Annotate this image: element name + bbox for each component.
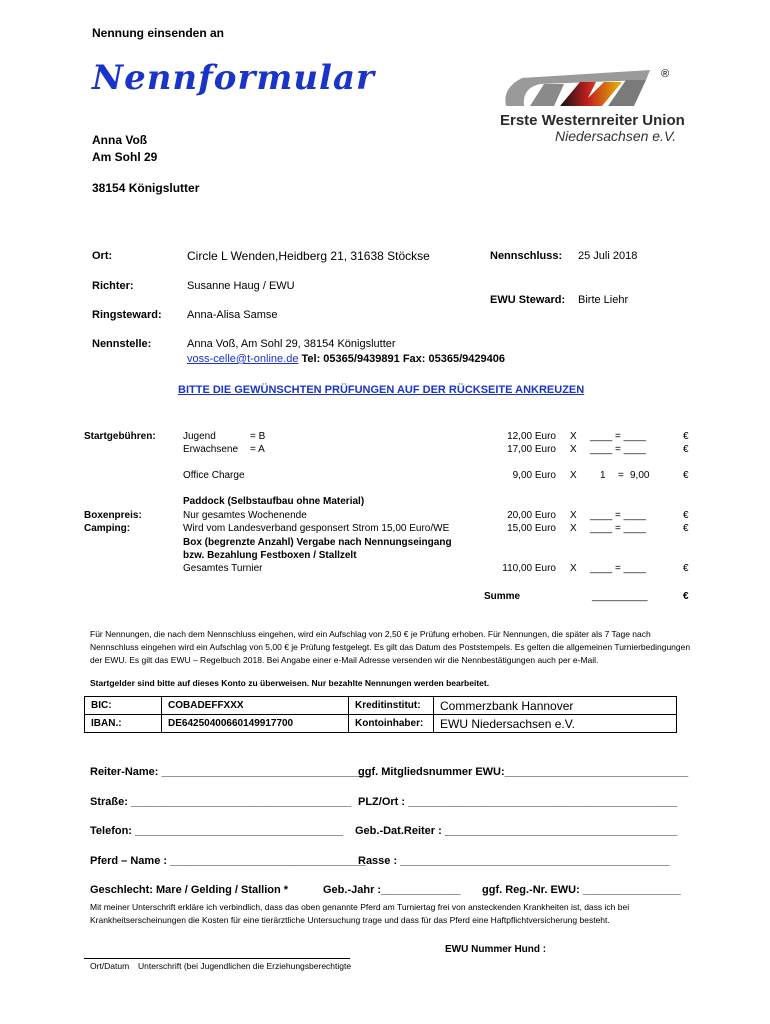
price-office: 9,00 Euro <box>512 470 556 481</box>
address-street: Am Sohl 29 <box>92 150 158 164</box>
geb-dat-reiter-field[interactable]: Geb.-Dat.Reiter : ______________________________________ <box>355 825 678 837</box>
times-office: X <box>570 470 577 481</box>
times-jugend: X <box>570 431 577 442</box>
euro-jugend: € <box>683 431 689 442</box>
euro-box: € <box>683 563 689 574</box>
box-heading-1: Box (begrenzte Anzahl) Vergabe nach Nennungseingang <box>183 537 452 548</box>
bic-label: BIC: <box>85 697 162 715</box>
logo-line-1: Erste Westernreiter Union <box>500 112 685 129</box>
fee-jugend-class: = B <box>250 431 266 442</box>
bic-value: COBADEFFXXX <box>162 697 349 715</box>
telefon-field[interactable]: Telefon: __________________________________ <box>90 825 344 837</box>
strasse-field[interactable]: Straße: ____________________________________ <box>90 796 352 808</box>
nennschluss-label: Nennschluss: <box>490 250 563 262</box>
address-city: 38154 Königslutter <box>92 181 200 195</box>
price-erwachsene: 17,00 Euro <box>507 444 556 455</box>
address-name: Anna Voß <box>92 133 148 147</box>
price-box: 110,00 Euro <box>502 563 556 574</box>
nennschluss-value: 25 Juli 2018 <box>578 250 638 262</box>
ort-label: Ort: <box>92 250 113 262</box>
euro-summe: € <box>683 591 689 602</box>
signature-line <box>84 958 350 959</box>
startgebuehren-label: Startgebühren: <box>84 431 156 442</box>
fee-office: Office Charge <box>183 470 245 481</box>
price-paddock-2: 15,00 Euro <box>507 523 556 534</box>
summe-label: Summe <box>484 591 521 602</box>
euro-office: € <box>683 470 689 481</box>
paddock-line-2: Wird vom Landesverband gesponsert Strom 15,00 Euro/WE <box>183 523 450 534</box>
ort-value: Circle L Wenden,Heidberg 21, 31638 Stöckse <box>187 249 430 263</box>
ringsteward-label: Ringsteward: <box>92 309 162 321</box>
consent-line-1: Mit meiner Unterschrift erkläre ich verbindlich, dass das oben genannte Pferd am Turniertag frei von ansteckenden Krankheiten ist, dass ich bei <box>90 902 630 912</box>
fee-jugend: Jugend <box>183 431 216 442</box>
fee-erwachsene-class: = A <box>250 444 265 455</box>
euro-paddock-1: € <box>683 510 689 521</box>
times-box: X <box>570 563 577 574</box>
logo-line-2: Niedersachsen e.V. <box>555 128 677 144</box>
consent-line-2: Krankheitserscheinungen die Kosten für eine tierärztliche Untersuchung trage und dass für das Pferd eine Haftpflichtversicherung besteht. <box>90 915 610 925</box>
richter-label: Richter: <box>92 280 134 292</box>
pferd-name-field[interactable]: Pferd – Name : ________________________________ <box>90 855 366 867</box>
calc-paddock-1-field[interactable]: ____ = ____ <box>590 510 646 521</box>
checkbox-banner: BITTE DIE GEWÜNSCHTEN PRÜFUNGEN AUF DER RÜCKSEITE ANKREUZEN <box>178 384 585 396</box>
iban-label: IBAN.: <box>85 715 162 733</box>
bank-details-table <box>84 696 677 733</box>
inhaber-value: EWU Niedersachsen e.V. <box>434 715 677 733</box>
nennstelle-email-link[interactable]: voss-celle@t-online.de <box>187 353 299 365</box>
paddock-heading: Paddock (Selbstaufbau ohne Material) <box>183 496 365 507</box>
nennstelle-phone: Tel: 05365/9439891 Fax: 05365/9429406 <box>298 353 505 365</box>
calc-erwachsene-field[interactable]: ____ = ____ <box>590 444 646 455</box>
late-fee-notice-3: der EWU. Es gilt das EWU – Regelbuch 2018. Bei Angabe einer e-Mail Adresse versenden wir die Nennbestätigungen auch per e-Mail. <box>90 655 599 665</box>
box-heading-2: bzw. Bezahlung Festboxen / Stallzelt <box>183 550 357 561</box>
ringsteward-value: Anna-Alisa Samse <box>187 309 278 321</box>
paddock-line-1: Nur gesamtes Wochenende <box>183 510 307 521</box>
nennstelle-label: Nennstelle: <box>92 338 152 350</box>
mitgliedsnummer-field[interactable]: ggf. Mitgliedsnummer EWU:______________________________ <box>358 766 689 778</box>
calc-box-field[interactable]: ____ = ____ <box>590 563 646 574</box>
late-fee-notice-1: Für Nennungen, die nach dem Nennschluss eingehen, wird ein Aufschlag von 2,50 € je Prüfung erhoben. Für Nennungen, die später als 7 Tage nach <box>90 629 651 639</box>
calc-paddock-2-field[interactable]: ____ = ____ <box>590 523 646 534</box>
geb-jahr-field[interactable]: Geb.-Jahr :_____________ <box>323 884 461 896</box>
calc-office-total: 9,00 <box>630 470 650 481</box>
times-paddock-1: X <box>570 510 577 521</box>
reg-nr-field[interactable]: ggf. Reg.-Nr. EWU: ________________ <box>482 884 681 896</box>
price-jugend: 12,00 Euro <box>507 431 556 442</box>
registered-mark: ® <box>661 68 670 80</box>
geschlecht-field[interactable]: Geschlecht: Mare / Gelding / Stallion * <box>90 884 289 896</box>
times-paddock-2: X <box>570 523 577 534</box>
signature-date-label: Ort/Datum <box>90 961 130 971</box>
steward-label: EWU Steward: <box>490 294 566 306</box>
nennstelle-contact <box>187 353 505 365</box>
richter-value: Susanne Haug / EWU <box>187 280 295 292</box>
ewu-logo-mark-icon <box>500 66 660 112</box>
boxenpreis-label: Boxenpreis: <box>84 510 142 521</box>
kredit-value: Commerzbank Hannover <box>434 697 677 715</box>
calc-office-eq: = <box>618 470 624 481</box>
price-paddock-1: 20,00 Euro <box>507 510 556 521</box>
steward-value: Birte Liehr <box>578 294 629 306</box>
signature-label: Unterschrift (bei Jugendlichen die Erziehungsberechtigte <box>138 961 352 971</box>
fee-erwachsene: Erwachsene <box>183 444 239 455</box>
calc-office-qty: 1 <box>600 470 606 481</box>
rasse-field[interactable]: Rasse : ____________________________________________ <box>358 855 670 867</box>
times-erwachsene: X <box>570 444 577 455</box>
calc-jugend-field[interactable]: ____ = ____ <box>590 431 646 442</box>
late-fee-notice-2: Nennschluss eingehen wird ein Aufschlag von 5,00 € je Prüfung festgelegt. Es gilt das Datum des Poststempels. Es gelten die allgemeinen Turnierbedingungen <box>90 642 691 652</box>
send-to-heading: Nennung einsenden an <box>92 26 225 40</box>
box-line: Gesamtes Turnier <box>183 563 263 574</box>
nennstelle-address: Anna Voß, Am Sohl 29, 38154 Königslutter <box>187 338 396 350</box>
camping-label: Camping: <box>84 523 131 534</box>
table-row <box>85 715 677 733</box>
bank-intro: Startgelder sind bitte auf dieses Konto zu überweisen. Nur bezahlte Nennungen werden bearbeitet. <box>90 678 490 688</box>
inhaber-label: Kontoinhaber: <box>349 715 434 733</box>
reiter-name-field[interactable]: Reiter-Name: __________________________________ <box>90 766 370 778</box>
ewu-nummer-hund-field[interactable]: EWU Nummer Hund : <box>445 944 547 955</box>
summe-field[interactable]: __________ <box>592 591 648 602</box>
plz-ort-field[interactable]: PLZ/Ort : ____________________________________________ <box>358 796 678 808</box>
table-row <box>85 697 677 715</box>
iban-value: DE64250400660149917700 <box>162 715 349 733</box>
euro-erwachsene: € <box>683 444 689 455</box>
form-title: Nennformular <box>92 58 375 98</box>
kredit-label: Kreditinstitut: <box>349 697 434 715</box>
euro-paddock-2: € <box>683 523 689 534</box>
